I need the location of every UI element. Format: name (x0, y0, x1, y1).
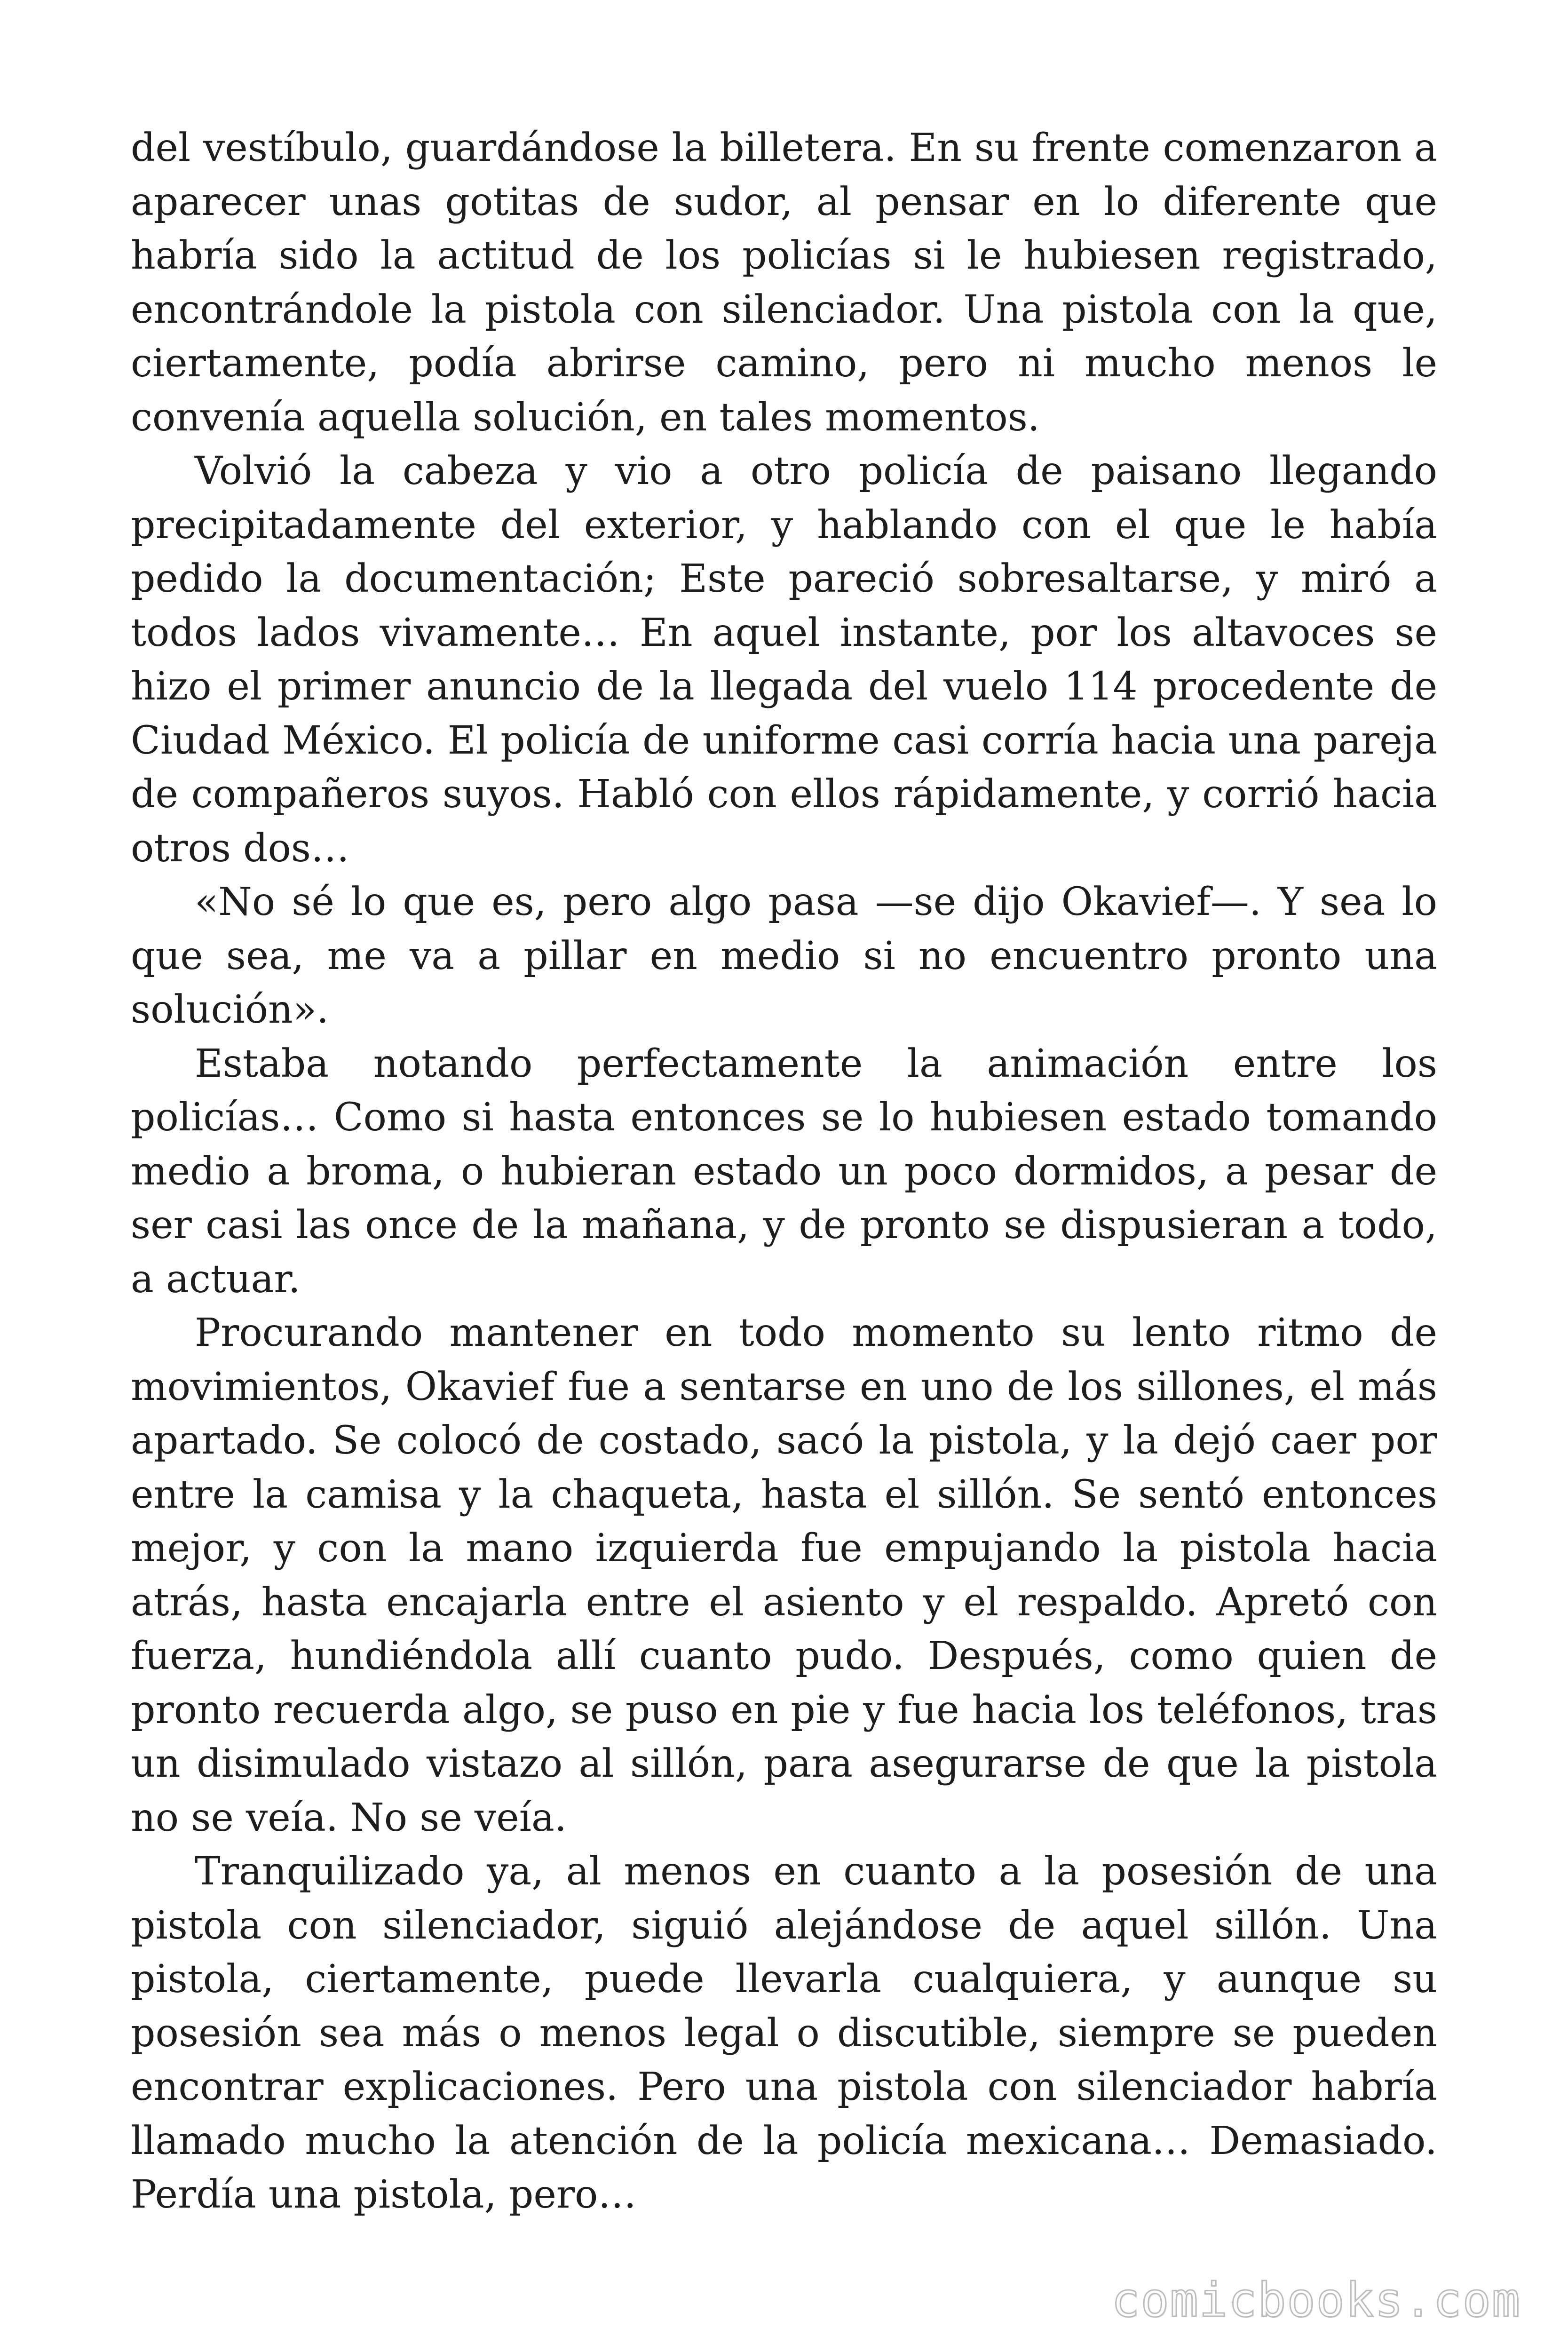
paragraph-continuation: del vestíbulo, guardándose la billetera. En su frente comenzaron a aparecer unas gotitas de sudor, al pensar en lo diferente que habría sido la actitud de los policías si le hubiesen registrado, encontrándole la pistola con silenciador. Una pistola con la que, ciertamente, podía abrirse camino, pero ni mucho menos le convenía aquella solución, en tales momentos. (131, 126, 1437, 440)
page-body (131, 121, 1437, 2222)
paragraph: Estaba notando perfectamente la animación entre los policías… Como si hasta entonces se lo hubiesen estado tomando medio a broma, o hubieran estado un poco dormidos, a pesar de ser casi las once de la mañana, y de pronto se dispusieran a todo, a actuar. (131, 1041, 1437, 1302)
paragraph: Volvió la cabeza y vio a otro policía de paisano llegando precipitadamente del exterior, y hablando con el que le había pedido la documentación; Este pareció sobresaltarse, y miró a todos lados vivamente… En aquel instante, por los altavoces se hizo el primer anuncio de la llegada del vuelo 114 procedente de Ciudad México. El policía de uniforme casi corría hacia una pareja de compañeros suyos. Habló con ellos rápidamente, y corrió hacia otros dos… (131, 449, 1437, 871)
paragraph: «No sé lo que es, pero algo pasa —se dijo Okavief—. Y sea lo que sea, me va a pillar en medio si no encuentro pronto una solución». (131, 880, 1437, 1032)
paragraph: Tranquilizado ya, al menos en cuanto a la posesión de una pistola con silenciador, siguió alejándose de aquel sillón. Una pistola, ciertamente, puede llevarla cualquiera, y aunque su posesión sea más o menos legal o discutible, siempre se pueden encontrar explicaciones. Pero una pistola con silenciador habría llamado mucho la atención de la policía mexicana… Demasiado. Perdía una pistola, pero… (131, 1849, 1437, 2217)
watermark: comicbooks.com (1111, 2273, 1521, 2328)
paragraph: Procurando mantener en todo momento su lento ritmo de movimientos, Okavief fue a sentarse en uno de los sillones, el más apartado. Se colocó de costado, sacó la pistola, y la dejó caer por entre la camisa y la chaqueta, hasta el sillón. Se sentó entonces mejor, y con la mano izquierda fue empujando la pistola hacia atrás, hasta encajarla entre el asiento y el respaldo. Apretó con fuerza, hundiéndola allí cuanto pudo. Después, como quien de pronto recuerda algo, se puso en pie y fue hacia los teléfonos, tras un disimulado vistazo al sillón, para asegurarse de que la pistola no se veía. No se veía. (131, 1311, 1437, 1840)
